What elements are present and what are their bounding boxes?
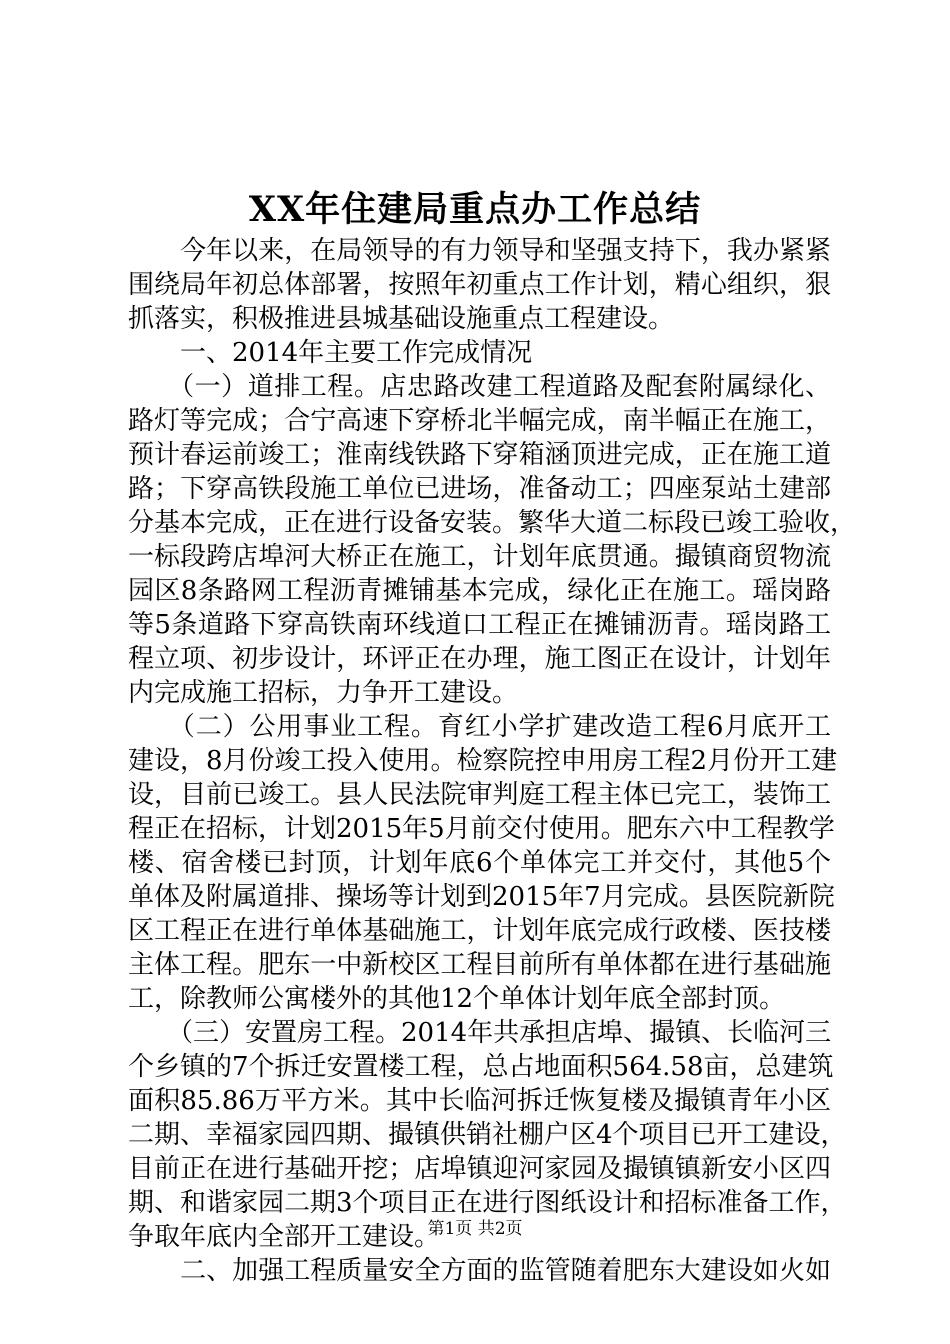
text-line: （一）道排工程。店忠路改建工程道路及配套附属绿化、 — [128, 372, 831, 402]
text-line: （三）安置房工程。2014年共承担店埠、撮镇、长临河三 — [128, 1018, 832, 1048]
text-line: 工，除教师公寓楼外的其他12个单体计划年底全部封顶。 — [128, 984, 786, 1014]
text-line: 预计春运前竣工；淮南线铁路下穿箱涵顶进完成，正在施工道 — [128, 440, 831, 470]
text-line: 设，目前已竣工。县人民法院审判庭工程主体已完工，装饰工 — [128, 780, 831, 810]
text-line: 个乡镇的7个拆迁安置楼工程，总占地面积564.58亩，总建筑 — [128, 1052, 834, 1082]
text-line: 目前正在进行基础开挖；店埠镇迎河家园及撮镇镇新安小区四 — [128, 1154, 831, 1184]
text-line: 今年以来，在局领导的有力领导和坚强支持下，我办紧紧 — [128, 236, 831, 266]
text-line: 期、和谐家园二期3个项目正在进行图纸设计和招标准备工作， — [128, 1188, 847, 1218]
text-line: 一标段跨店埠河大桥正在施工，计划年底贯通。撮镇商贸物流 — [128, 542, 831, 572]
text-line: 围绕局年初总体部署，按照年初重点工作计划，精心组织，狠 — [128, 270, 831, 300]
text-line: 楼、宿舍楼已封顶，计划年底6个单体完工并交付，其他5个 — [128, 848, 831, 878]
text-line: 程立项、初步设计，环评正在办理，施工图正在设计，计划年 — [128, 644, 831, 674]
text-line: 抓落实，积极推进县城基础设施重点工程建设。 — [128, 304, 675, 334]
text-line: 单体及附属道排、操场等计划到2015年7月完成。县医院新院 — [128, 882, 835, 912]
text-line: 区工程正在进行单体基础施工，计划年底完成行政楼、医技楼 — [128, 916, 831, 946]
document-body — [128, 234, 857, 1288]
text-line: （二）公用事业工程。育红小学扩建改造工程6月底开工 — [128, 712, 831, 742]
text-line: 争取年底内全部开工建设。 — [128, 1222, 441, 1252]
text-line: 主体工程。肥东一中新校区工程目前所有单体都在进行基础施 — [128, 950, 831, 980]
text-line: 程正在招标，计划2015年5月前交付使用。肥东六中工程教学 — [128, 814, 835, 844]
section-heading: 一、2014年主要工作完成情况 — [128, 338, 533, 368]
page-number-footer: 第1页 共2页 — [427, 1219, 523, 1239]
document-title: XX年住建局重点办工作总结 — [248, 189, 702, 230]
text-line: 路；下穿高铁段施工单位已进场，准备动工；四座泵站土建部 — [128, 474, 831, 504]
text-line: 园区8条路网工程沥青摊铺基本完成，绿化正在施工。瑶岗路 — [128, 576, 831, 606]
section-heading: 二、加强工程质量安全方面的监管随着肥东大建设如火如 — [128, 1256, 831, 1286]
text-line: 建设，8月份竣工投入使用。检察院控申用房工程2月份开工建 — [128, 746, 838, 776]
text-line: 分基本完成，正在进行设备安装。繁华大道二标段已竣工验收， — [128, 508, 857, 538]
text-line: 面积85.86万平方米。其中长临河拆迁恢复楼及撮镇青年小区 — [128, 1086, 831, 1116]
text-line: 等5条道路下穿高铁南环线道口工程正在摊铺沥青。瑶岗路工 — [128, 610, 831, 640]
text-line: 内完成施工招标，力争开工建设。 — [128, 678, 519, 708]
text-line: 路灯等完成；合宁高速下穿桥北半幅完成，南半幅正在施工， — [128, 406, 831, 436]
text-line: 二期、幸福家园四期、撮镇供销社棚户区4个项目已开工建设， — [128, 1120, 847, 1150]
